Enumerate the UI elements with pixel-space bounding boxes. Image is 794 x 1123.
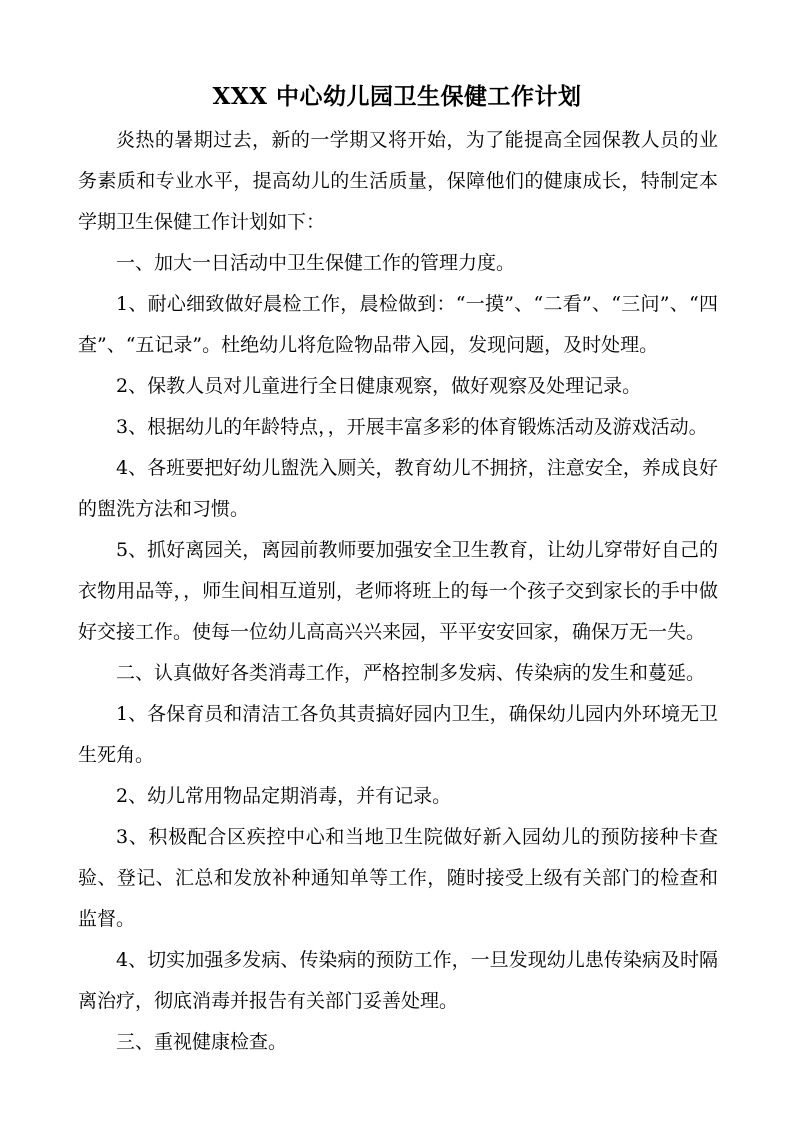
section-1-item-4: 4、各班要把好幼儿盥洗入厕关，教育幼儿不拥挤，注意安全，养成良好的盥洗方法和习惯。 [78,457,718,520]
intro-paragraph: 炎热的暑期过去，新的一学期又将开始，为了能提高全园保教人员的业务素质和专业水平，提高幼儿的生活质量，保障他们的健康成长，特制定本学期卫生保健工作计划如下： [78,129,718,233]
section-1-item-1: 1、耐心细致做好晨检工作，晨检做到：“一摸”、“二看”、“三问”、“四查”、“五记录”。杜绝幼儿将危险物品带入园，发现问题，及时处理。 [78,293,718,356]
document-body [78,120,718,1063]
section-1-heading: 一、加大一日活动中卫生保健工作的管理力度。 [116,252,516,274]
section-2-heading: 二、认真做好各类消毒工作，严格控制多发病、传染病的发生和蔓延。 [116,662,706,684]
section-1-item-3: 3、根据幼儿的年龄特点，，开展丰富多彩的体育锻炼活动及游戏活动。 [116,416,708,438]
section-2-item-1: 1、各保育员和清洁工各负其责搞好园内卫生，确保幼儿园内外环境无卫生死角。 [78,703,718,766]
section-1-item-2: 2、保教人员对儿童进行全日健康观察，做好观察及处理记录。 [116,375,642,397]
section-2-item-3: 3、积极配合区疾控中心和当地卫生院做好新入园幼儿的预防接种卡查验、登记、汇总和发放补种通知单等工作，随时接受上级有关部门的检查和监督。 [78,826,718,930]
section-3-heading: 三、重视健康检查。 [116,1031,288,1053]
section-2-item-4: 4、切实加强多发病、传染病的预防工作，一旦发现幼儿患传染病及时隔离治疗，彻底消毒并报告有关部门妥善处理。 [78,949,718,1012]
section-2-item-2: 2、幼儿常用物品定期消毒，并有记录。 [116,785,452,807]
document-title: XXX 中心幼儿园卫生保健工作计划 [212,83,582,110]
section-1-item-5: 5、抓好离园关，离园前教师要加强安全卫生教育，让幼儿穿带好自己的衣物用品等，，师生间相互道别，老师将班上的每一个孩子交到家长的手中做好交接工作。使每一位幼儿高高兴兴来园，平平安安回家，确保万无一失。 [78,539,718,643]
